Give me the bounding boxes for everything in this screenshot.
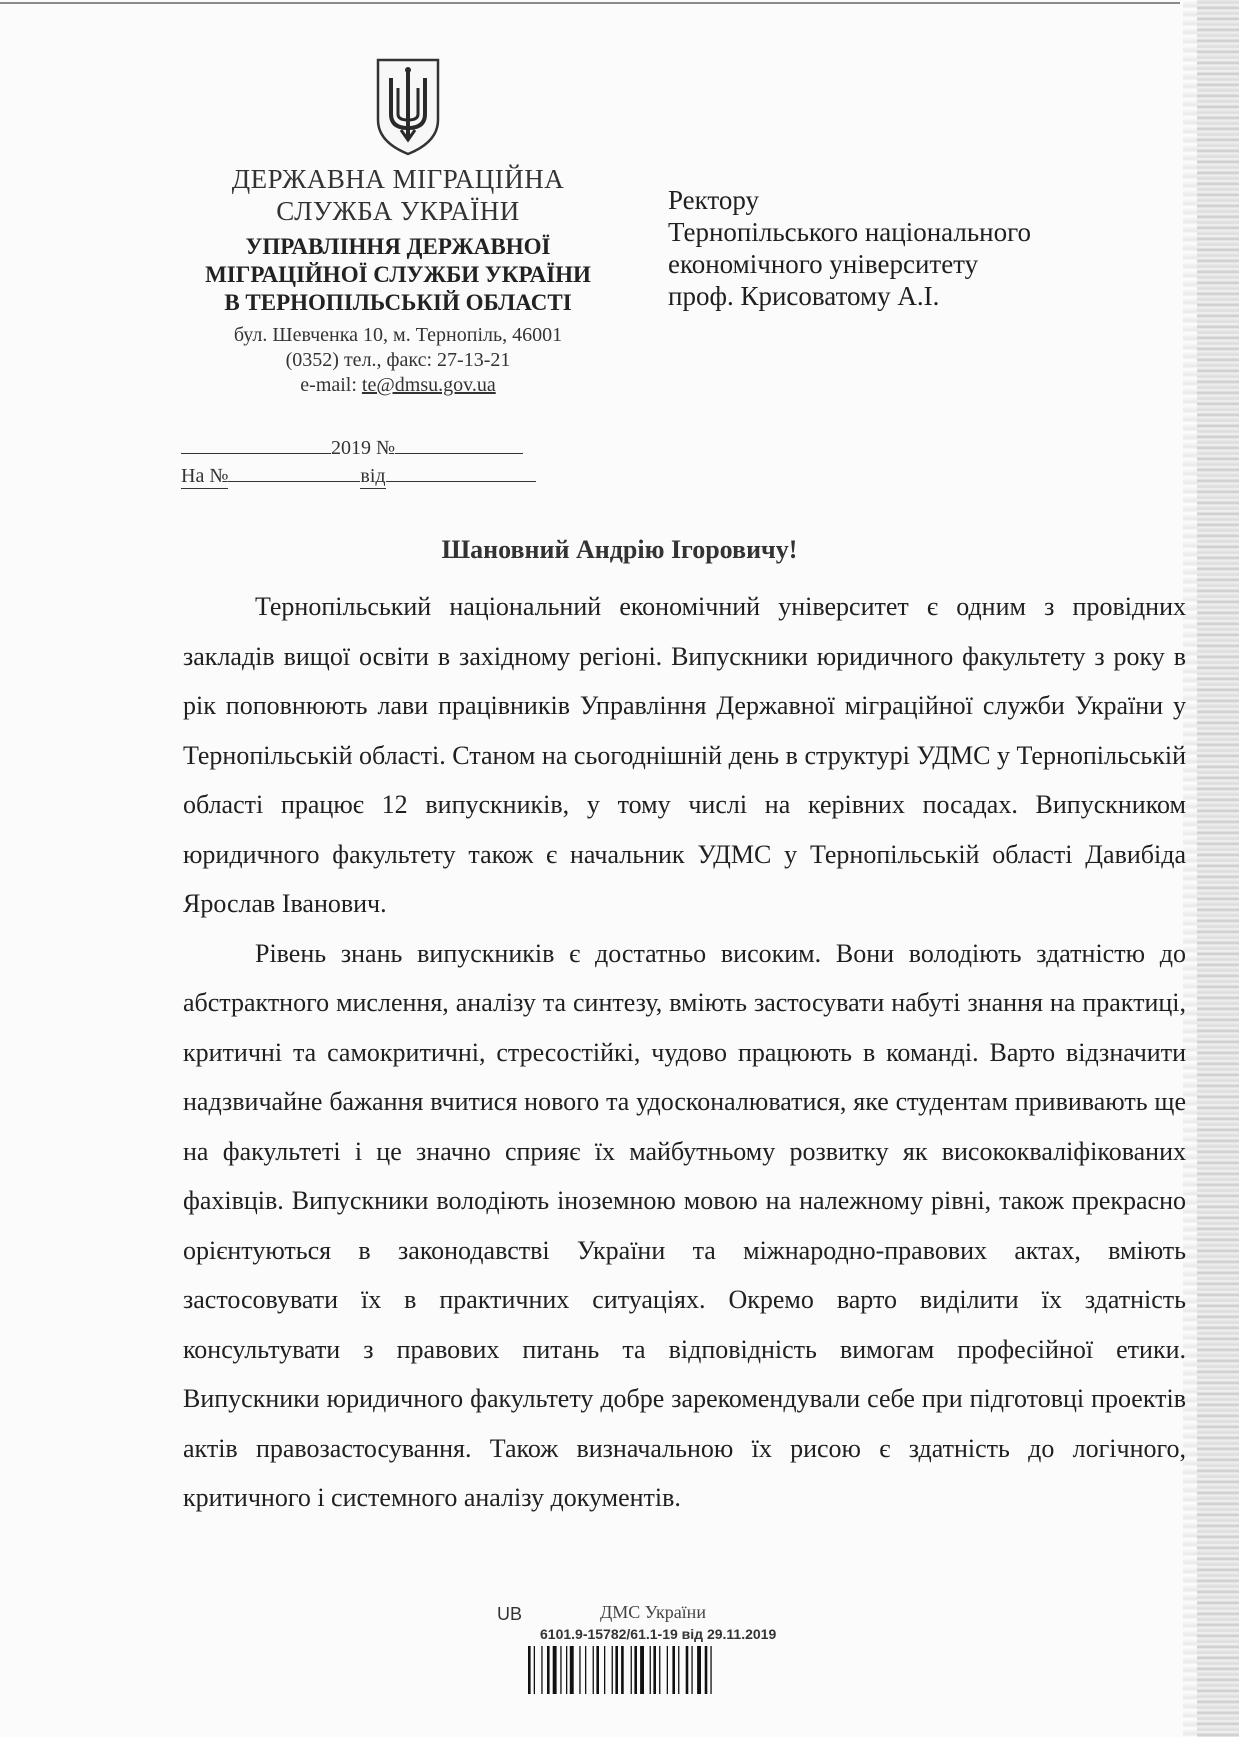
recipient-block: [668, 184, 1031, 312]
letter-body: [183, 582, 1186, 1523]
ub-mark: UB: [497, 1604, 523, 1624]
outgoing-reg-line: [181, 437, 523, 460]
dept-name-line1: УПРАВЛІННЯ ДЕРЖАВНОЇ: [245, 234, 551, 259]
recipient-title: Ректору: [668, 185, 759, 215]
barcode-icon: [528, 1646, 774, 1694]
email-label: e-mail:: [300, 374, 362, 396]
recipient-name: проф. Крисоватому А.І.: [668, 281, 940, 311]
letterhead: [168, 163, 628, 398]
incoming-ref-line: [181, 465, 536, 489]
address: бул. Шевченка 10, м. Тернопіль, 46001: [233, 324, 563, 346]
trident-coat-of-arms-icon: [375, 58, 441, 156]
ref-from-label: від: [360, 465, 386, 487]
ref-number-label: На №: [181, 465, 229, 487]
agency-name-line1: ДЕРЖАВНА МІГРАЦІЙНА: [231, 164, 565, 194]
registration-stamp: [0, 1600, 1239, 1710]
paragraph-2: Рівень знань випускників є достатньо високим. Вони володіють здатністю до абстрактного мислення, аналізу та синтезу, вміють застосувати набуті знання на практиці, критичні та самокритичні, стресостійкі, чудово працюють в команді. Варто відзначити надзвичайне бажання вчитися нового та удосконалюватися, яке студентам прививають ще на факультеті і це значно сприяє їх майбутньому розвитку як висококваліфікованих фахівців. Випускники володіють іноземною мовою на належному рівні, також прекрасно орієнтуються в законодавстві України та міжнародно-правових актах, вміють застосовувати їх в практичних ситуаціях. Окремо варто виділити їх здатність консультувати з правових питань та відповідність вимогам професійної етики. Випускники юридичного факультету добре зарекомендували себе при підготовці проектів актів правозастосування. Також визначальною їх рисою є здатність до логічного, критичного і системного аналізу документів.: [183, 938, 1186, 1512]
agency-name-line2: СЛУЖБА УКРАЇНИ: [276, 196, 520, 226]
paragraph-1: Тернопільський національний економічний університет є одним з провідних закладів вищої освіти в західному регіоні. Випускники юридичного факультету з року в рік поповнюють лави працівників Управління Державної міграційної служби України у Тернопільській області. Станом на сьогоднішній день в структурі УДМС у Тернопільській області працює 12 випускників, у тому числі на керівних посадах. Випускником юридичного факультету також є начальник УДМС у Тернопільській області Давибіда Ярослав Іванович.: [183, 592, 1186, 918]
recipient-org-line2: економічного університету: [668, 249, 979, 279]
scan-right-edge: [1197, 0, 1239, 1737]
greeting: Шановний Андрію Ігоровичу!: [441, 535, 798, 564]
registration-number: 6101.9-15782/61.1-19 від 29.11.2019: [540, 1626, 777, 1642]
reg-year: 2019 №: [331, 437, 396, 459]
dept-name-line3: В ТЕРНОПІЛЬСЬКІЙ ОБЛАСТІ: [224, 290, 572, 315]
scan-top-edge: [0, 2, 1180, 4]
phone-fax: (0352) тел., факс: 27-13-21: [285, 349, 511, 371]
email-line: [168, 373, 628, 398]
dept-name-line2: МІГРАЦІЙНОЇ СЛУЖБИ УКРАЇНИ: [205, 262, 591, 287]
recipient-org-line1: Тернопільського національного: [668, 217, 1032, 247]
email-link[interactable]: te@dmsu.gov.ua: [361, 374, 496, 396]
stamp-org: ДМС України: [600, 1602, 706, 1622]
